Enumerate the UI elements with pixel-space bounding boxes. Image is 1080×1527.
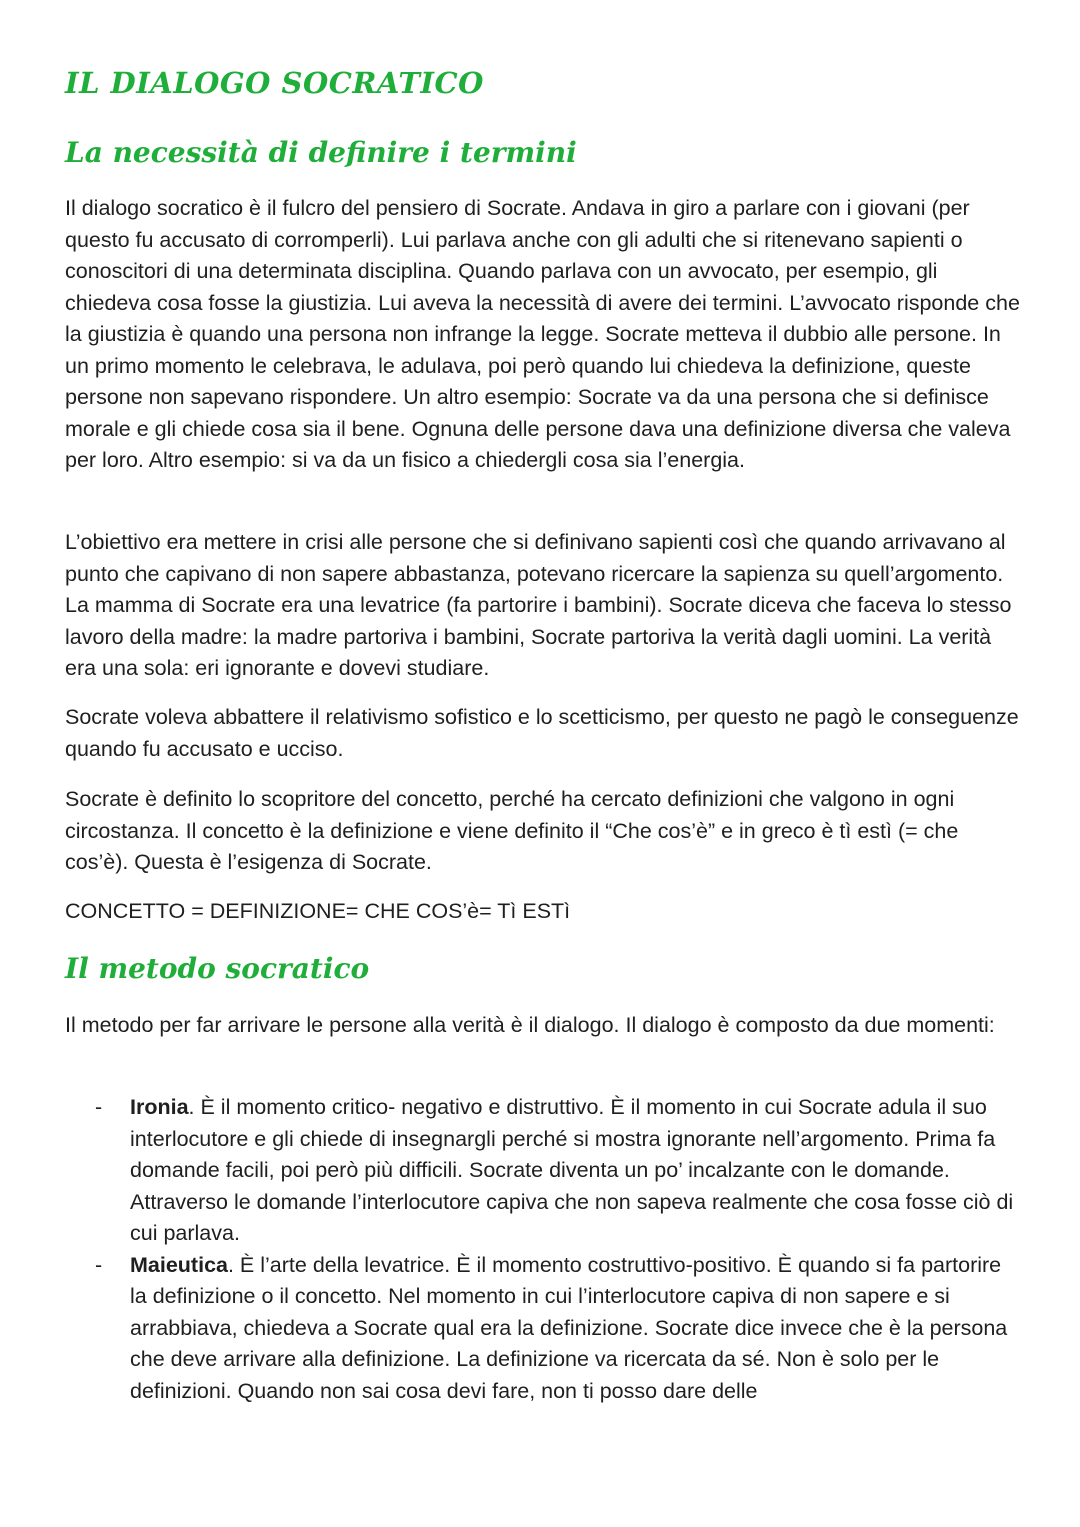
list-dash: -	[95, 1252, 103, 1277]
term-maieutica: Maieutica	[130, 1252, 228, 1277]
list-item-ironia	[65, 1092, 1020, 1250]
section-heading-metodo: Il metodo socratico	[65, 952, 370, 985]
maieutica-description: . È l’arte della levatrice. È il momento costruttivo-positivo. È quando si fa partorire la definizione o il concetto. Nel momento in cui l’interlocutore capiva di non sapere e si arrabbiava, chiedeva a Socrate qual era la definizione. Socrate dice invece che è la persona che deve arrivare alla definizione. La definizione va ricercata da sé. Non è solo per le definizioni. Quando non sai cosa devi fare, non ti posso dare delle	[130, 1252, 1008, 1403]
paragraph-obiettivo: L’obiettivo era mettere in crisi alle persone che si definivano sapienti così che quando arrivavano al punto che capivano di non sapere abbastanza, potevano ricercare la sapienza su quell’argomento. La mamma di Socrate era una levatrice (fa partorire i bambini). Socrate diceva che faceva lo stesso lavoro della madre: la madre partoriva i bambini, Socrate partoriva la verità dagli uomini. La verità era una sola: eri ignorante e dovevi studiare.	[65, 530, 1012, 680]
section-heading-definire: La necessità di definire i termini	[65, 136, 577, 169]
momenti-list	[65, 1092, 1020, 1407]
paragraph-concetto: Socrate è definito lo scopritore del concetto, perché ha cercato definizioni che valgono in ogni circostanza. Il concetto è la definizione e viene definito il “Che cos’è” e in greco è tì estì (= che cos’è). Questa è l’esigenza di Socrate.	[65, 787, 959, 874]
paragraph-metodo-intro: Il metodo per far arrivare le persone alla verità è il dialogo. Il dialogo è composto da due momenti:	[65, 1013, 995, 1037]
ironia-description: . È il momento critico- negativo e distruttivo. È il momento in cui Socrate adula il suo interlocutore e gli chiede di insegnargli perché si mostra ignorante nell’argomento. Prima fa domande facili, poi però più difficili. Socrate diventa un po’ incalzante con le domande. Attraverso le domande l’interlocutore capiva che non sapeva realmente che cosa fosse ciò di cui parlava.	[130, 1095, 1014, 1245]
term-ironia: Ironia	[130, 1095, 189, 1119]
document-title: IL DIALOGO SOCRATICO	[65, 66, 484, 100]
paragraph-relativismo: Socrate voleva abbattere il relativismo sofistico e lo scetticismo, per questo ne pagò le conseguenze quando fu accusato e ucciso.	[65, 705, 1019, 761]
list-item-maieutica	[65, 1250, 1020, 1408]
list-dash: -	[95, 1095, 103, 1119]
paragraph-intro: Il dialogo socratico è il fulcro del pensiero di Socrate. Andava in giro a parlare con i giovani (per questo fu accusato di corromperli). Lui parlava anche con gli adulti che si ritenevano sapienti o conoscitori di una determinata disciplina. Quando parlava con un avvocato, per esempio, gli chiedeva cosa fosse la giustizia. Lui aveva la necessità di avere dei termini. L’avvocato risponde che la giustizia è quando una persona non infrange la legge. Socrate metteva il dubbio alle persone. In un primo momento le celebrava, le adulava, poi però quando lui chiedeva la definizione, queste persone non sapevano rispondere. Un altro esempio: Socrate va da una persona che si definisce morale e gli chiede cosa sia il bene. Ognuna delle persone dava una definizione diversa che valeva per loro. Altro esempio: si va da un fisico a chiedergli cosa sia l’energia.	[65, 196, 1020, 472]
concept-formula: CONCETTO = DEFINIZIONE= CHE COS’è= Tì ESTì	[65, 899, 571, 923]
